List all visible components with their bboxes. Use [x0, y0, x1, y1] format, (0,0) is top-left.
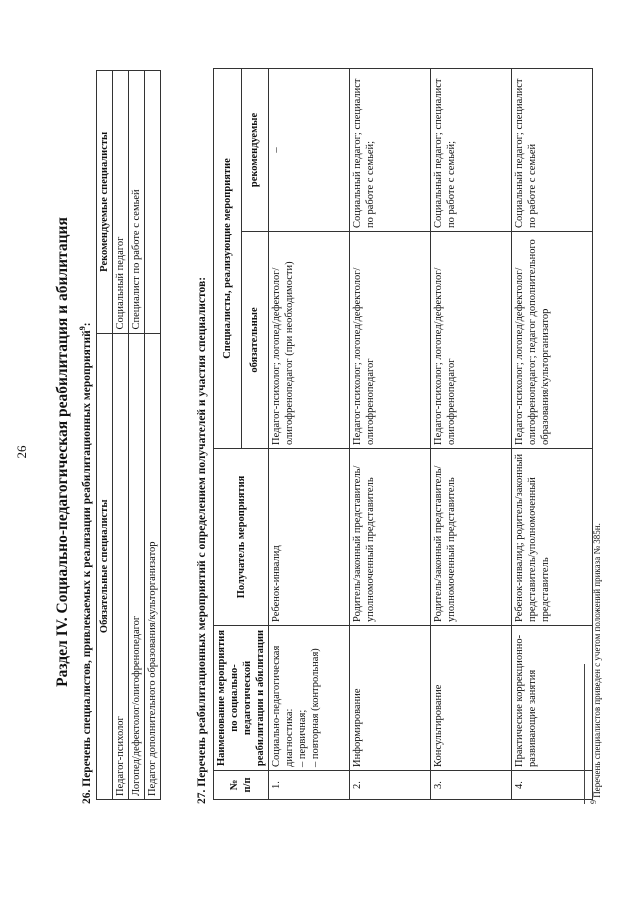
section-title: Раздел IV. Социально-педагогическая реабилитация и абилитация [54, 217, 71, 687]
header-receiver: Получатель мероприятия [214, 449, 269, 626]
row-recommended: Социальный педагог; специалист по работе с семьей; [350, 69, 431, 232]
table-row [129, 71, 145, 800]
row-name [269, 626, 350, 771]
cell: Специалист по работе с семьей [129, 71, 145, 334]
row-num: 4. [512, 771, 593, 800]
row-recommended: Социальный педагог; специалист по работе с семьей; [431, 69, 512, 232]
table-row [145, 71, 161, 800]
header-specialists: Специалисты, реализующие мероприятие [214, 69, 242, 449]
row-name-text: Социально-педагогическая диагностика: [271, 645, 295, 767]
header-mandatory: обязательные [241, 232, 269, 449]
row-receiver: Родитель/законный представитель/уполномоченный представитель [350, 449, 431, 626]
row-mandatory: Педагог-психолог; логопед/дефектолог/олигофренопедагог [431, 232, 512, 449]
row-mandatory: Педагог-психолог; логопед/дефектолог/олигофренопедагог [350, 232, 431, 449]
heading-27: 27. Перечень реабилитационных мероприятий с определением получателей и участия специалистов: [196, 276, 208, 804]
cell [145, 71, 161, 334]
footnote [589, 523, 602, 804]
footnote-divider [584, 664, 585, 804]
table-row [269, 69, 350, 800]
heading-26 [78, 322, 93, 804]
row-mandatory: Педагог-психолог; логопед/дефектолог/олигофренопедагог (при необходимости) [269, 232, 350, 449]
row-num: 3. [431, 771, 512, 800]
header-recommended: Рекомендуемые специалисты [97, 71, 113, 334]
row-mandatory: Педагог-психолог; логопед/дефектолог/олигофренопедагог; педагог дополнительного образования/культорганизатор [512, 232, 593, 449]
row-receiver: Ребенок-инвалид [269, 449, 350, 626]
row-name: Практические коррекционно-развивающие занятия [512, 626, 593, 771]
table-row [350, 69, 431, 800]
footnote-ref: 9 [78, 326, 87, 331]
row-num: 2. [350, 771, 431, 800]
table-header-row [214, 69, 242, 800]
cell: Педагог-психолог [113, 333, 129, 799]
row-receiver: Родитель/законный представитель/уполномоченный представитель [431, 449, 512, 626]
measures-table [213, 68, 593, 800]
footnote-mark: 9 [589, 800, 598, 804]
header-num: № п/п [214, 771, 269, 800]
row-name: Консультирование [431, 626, 512, 771]
row-recommended: Социальный педагог; специалист по работе с семьей [512, 69, 593, 232]
heading-26-text: 26. Перечень специалистов, привлекаемых к реализации реабилитационных мероприятий [80, 330, 93, 804]
table-header-row [97, 71, 113, 800]
row-recommended: – [269, 69, 350, 232]
table-row [431, 69, 512, 800]
row-name-sub: – первичная; [297, 709, 308, 767]
row-name-sub: – повторная (контрольная) [310, 648, 321, 767]
cell: Педагог дополнительного образования/культорганизатор [145, 333, 161, 799]
header-recommended: рекомендуемые [241, 69, 269, 232]
cell: Логопед/дефектолог/олигофренопедагог [129, 333, 145, 799]
row-receiver: Ребенок-инвалид; родитель/законный представитель/уполномоченный представитель [512, 449, 593, 626]
row-name: Информирование [350, 626, 431, 771]
heading-26-end: : [80, 322, 93, 327]
row-num: 1. [269, 771, 350, 800]
specialists-table [96, 70, 161, 800]
table-row [113, 71, 129, 800]
cell: Социальный педагог [113, 71, 129, 334]
table-row [512, 69, 593, 800]
page-number: 26 [14, 445, 29, 459]
footnote-text: Перечень специалистов приведен с учетом положений приказа № 385н. [592, 523, 602, 800]
header-mandatory: Обязательные специалисты [97, 333, 113, 799]
header-name: Наименование мероприятия по социально-педагогической реабилитации и абилитации [214, 626, 269, 771]
